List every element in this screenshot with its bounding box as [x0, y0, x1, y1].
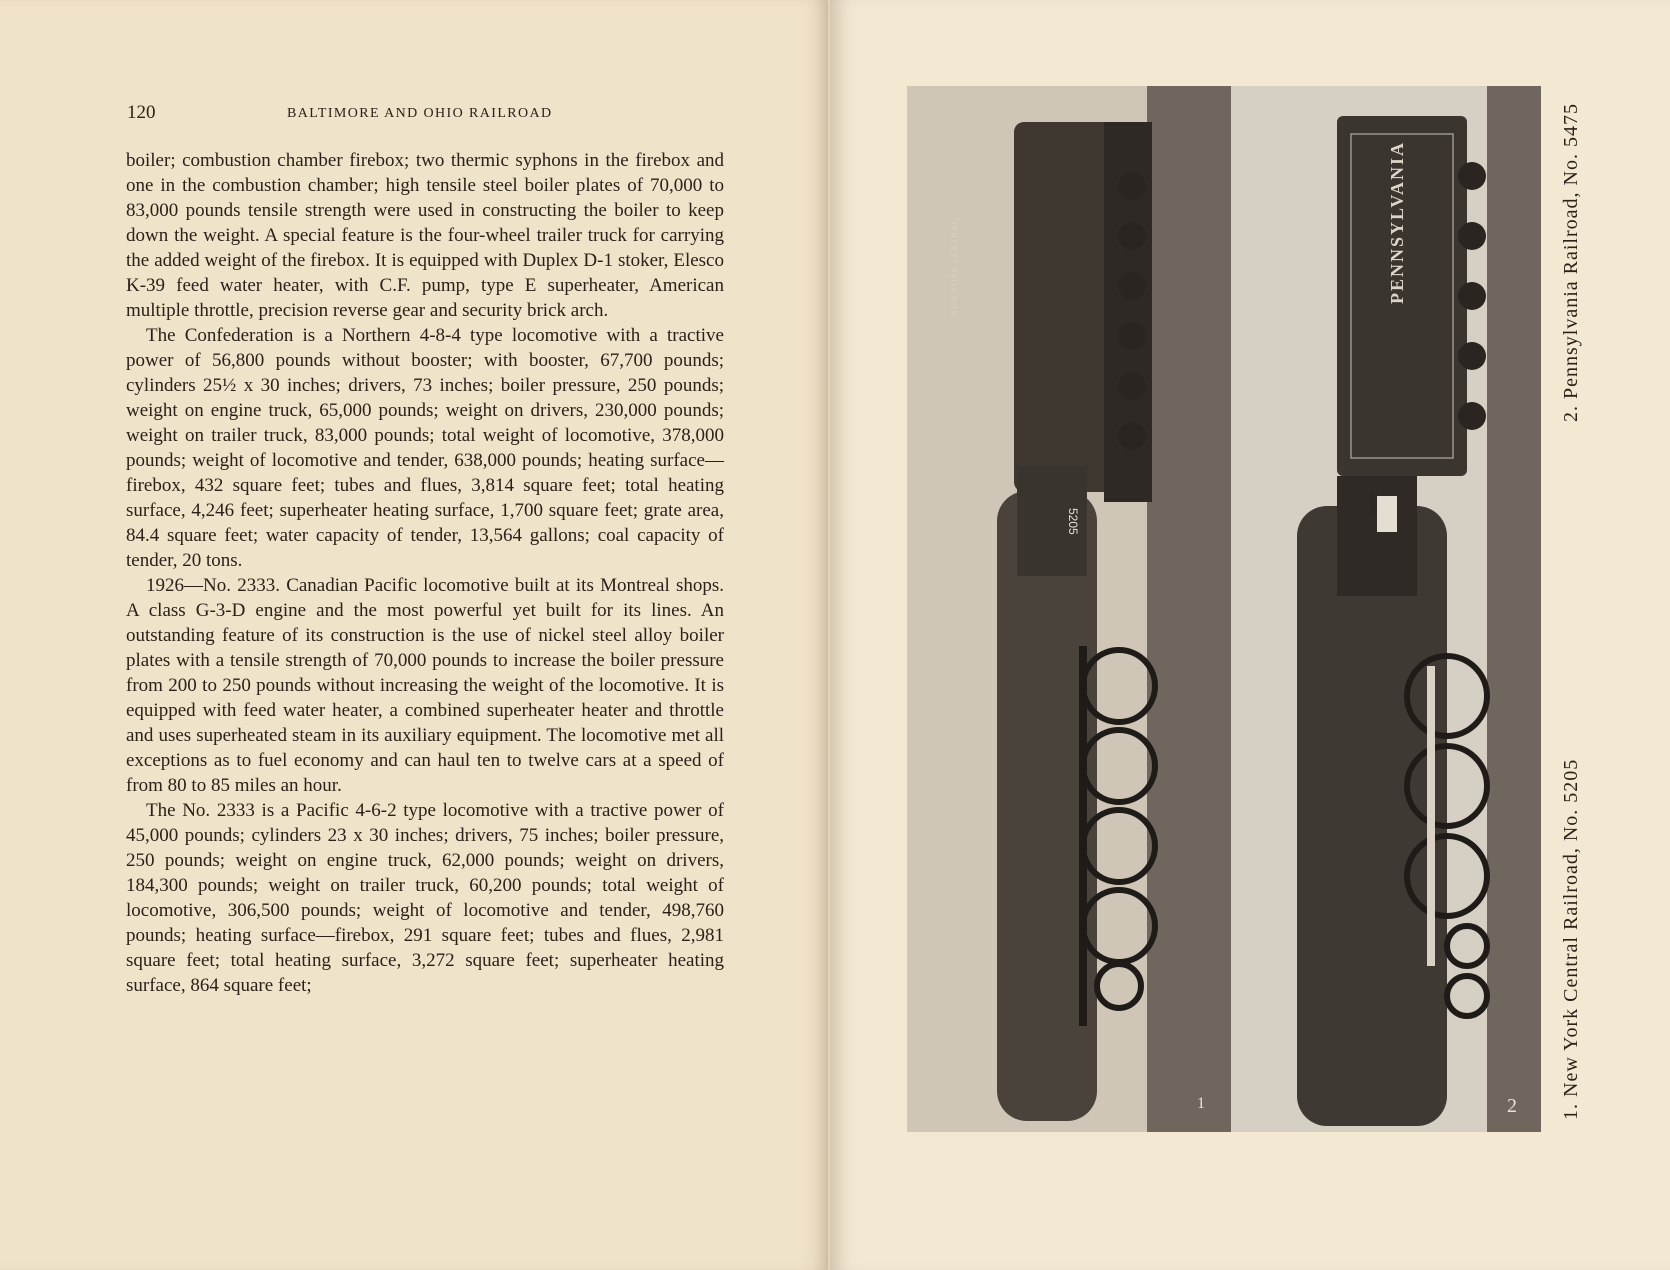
engine-2-number: 5425 [1369, 491, 1380, 514]
paragraph: boiler; combustion chamber firebox; two thermic syphons in the firebox and one in the combustion chamber; high tensile steel boiler plates of 70,000 to 83,000 pounds tensile strength were used in constructing the boiler to keep down the weight. A special feature is the four-wheel trailer truck for carrying the added weight of the firebox. It is equipped with Duplex D-1 stoker, Elesco K-39 feed water heater, with C.F. pump, type E superheater, American multiple throttle, precision reverse gear and security brick arch. [126, 150, 724, 321]
figure-1-label: 1 [1197, 1095, 1205, 1112]
tender-2-lettering: PENNSYLVANIA [1387, 140, 1407, 304]
caption-2: 2. Pennsylvania Railroad, No. 5475 [1560, 103, 1582, 422]
tender-1-lettering: NEW YORK CENTRAL [950, 218, 959, 316]
locomotive-plate-photo [907, 86, 1541, 1132]
engine-1-number: 5205 [1066, 508, 1080, 535]
running-head: BALTIMORE AND OHIO RAILROAD [287, 106, 553, 121]
figure-2-label: 2 [1507, 1095, 1517, 1117]
page-number: 120 [127, 102, 156, 123]
ground-strip-2 [1487, 86, 1541, 1132]
caption-1: 1. New York Central Railroad, No. 5205 [1560, 758, 1582, 1120]
paragraph: 1926—No. 2333. Canadian Pacific locomotive built at its Montreal shops. A class G-3-D engine and the most powerful yet built for its lines. An outstanding feature of its construction is the use of nickel steel alloy boiler plates with a tensile strength of 70,000 pounds to increase the boiler pressure from 200 to 250 pounds without increasing the weight of the locomotive. It is equipped with feed water heater, a combined superheater heater and throttle and uses superheated steam in its auxiliary equipment. The locomotive met all exceptions as to fuel economy and can haul ten to twelve cars at a speed of from 80 to 85 miles an hour. [126, 575, 724, 796]
ground-strip-1 [1147, 86, 1231, 1132]
plate-illustration [907, 86, 1541, 1132]
paragraph: The No. 2333 is a Pacific 4-6-2 type locomotive with a tractive power of 45,000 pounds; cylinders 23 x 30 inches; drivers, 75 inches; boiler pressure, 250 pounds; weight on engine truck, 62,000 pounds; weight on drivers, 184,300 pounds; weight on trailer truck, 60,200 pounds; total weight of locomotive, 306,500 pounds; weight of locomotive and tender, 498,760 pounds; heating surface—firebox, 291 square feet; tubes and flues, 2,981 square feet; total heating surface, 3,272 square feet; superheater heating surface, 864 square feet; [126, 800, 724, 996]
body-text [126, 148, 724, 998]
left-page [0, 0, 830, 1270]
paragraph: The Confederation is a Northern 4-8-4 type locomotive with a tractive power of 56,800 pounds without booster; with booster, 67,700 pounds; cylinders 25½ x 30 inches; drivers, 73 inches; boiler pressure, 250 pounds; weight on engine truck, 65,000 pounds; weight on drivers, 230,000 pounds; weight on trailer truck, 83,000 pounds; total weight of locomotive, 378,000 pounds; weight of locomotive and tender, 638,000 pounds; heating surface—firebox, 432 square feet; tubes and flues, 3,814 square feet; total heating surface, 4,246 feet; superheater heating surface, 1,700 square feet; grate area, 84.4 square feet; water capacity of tender, 13,564 gallons; coal capacity of tender, 20 tons. [126, 325, 724, 571]
